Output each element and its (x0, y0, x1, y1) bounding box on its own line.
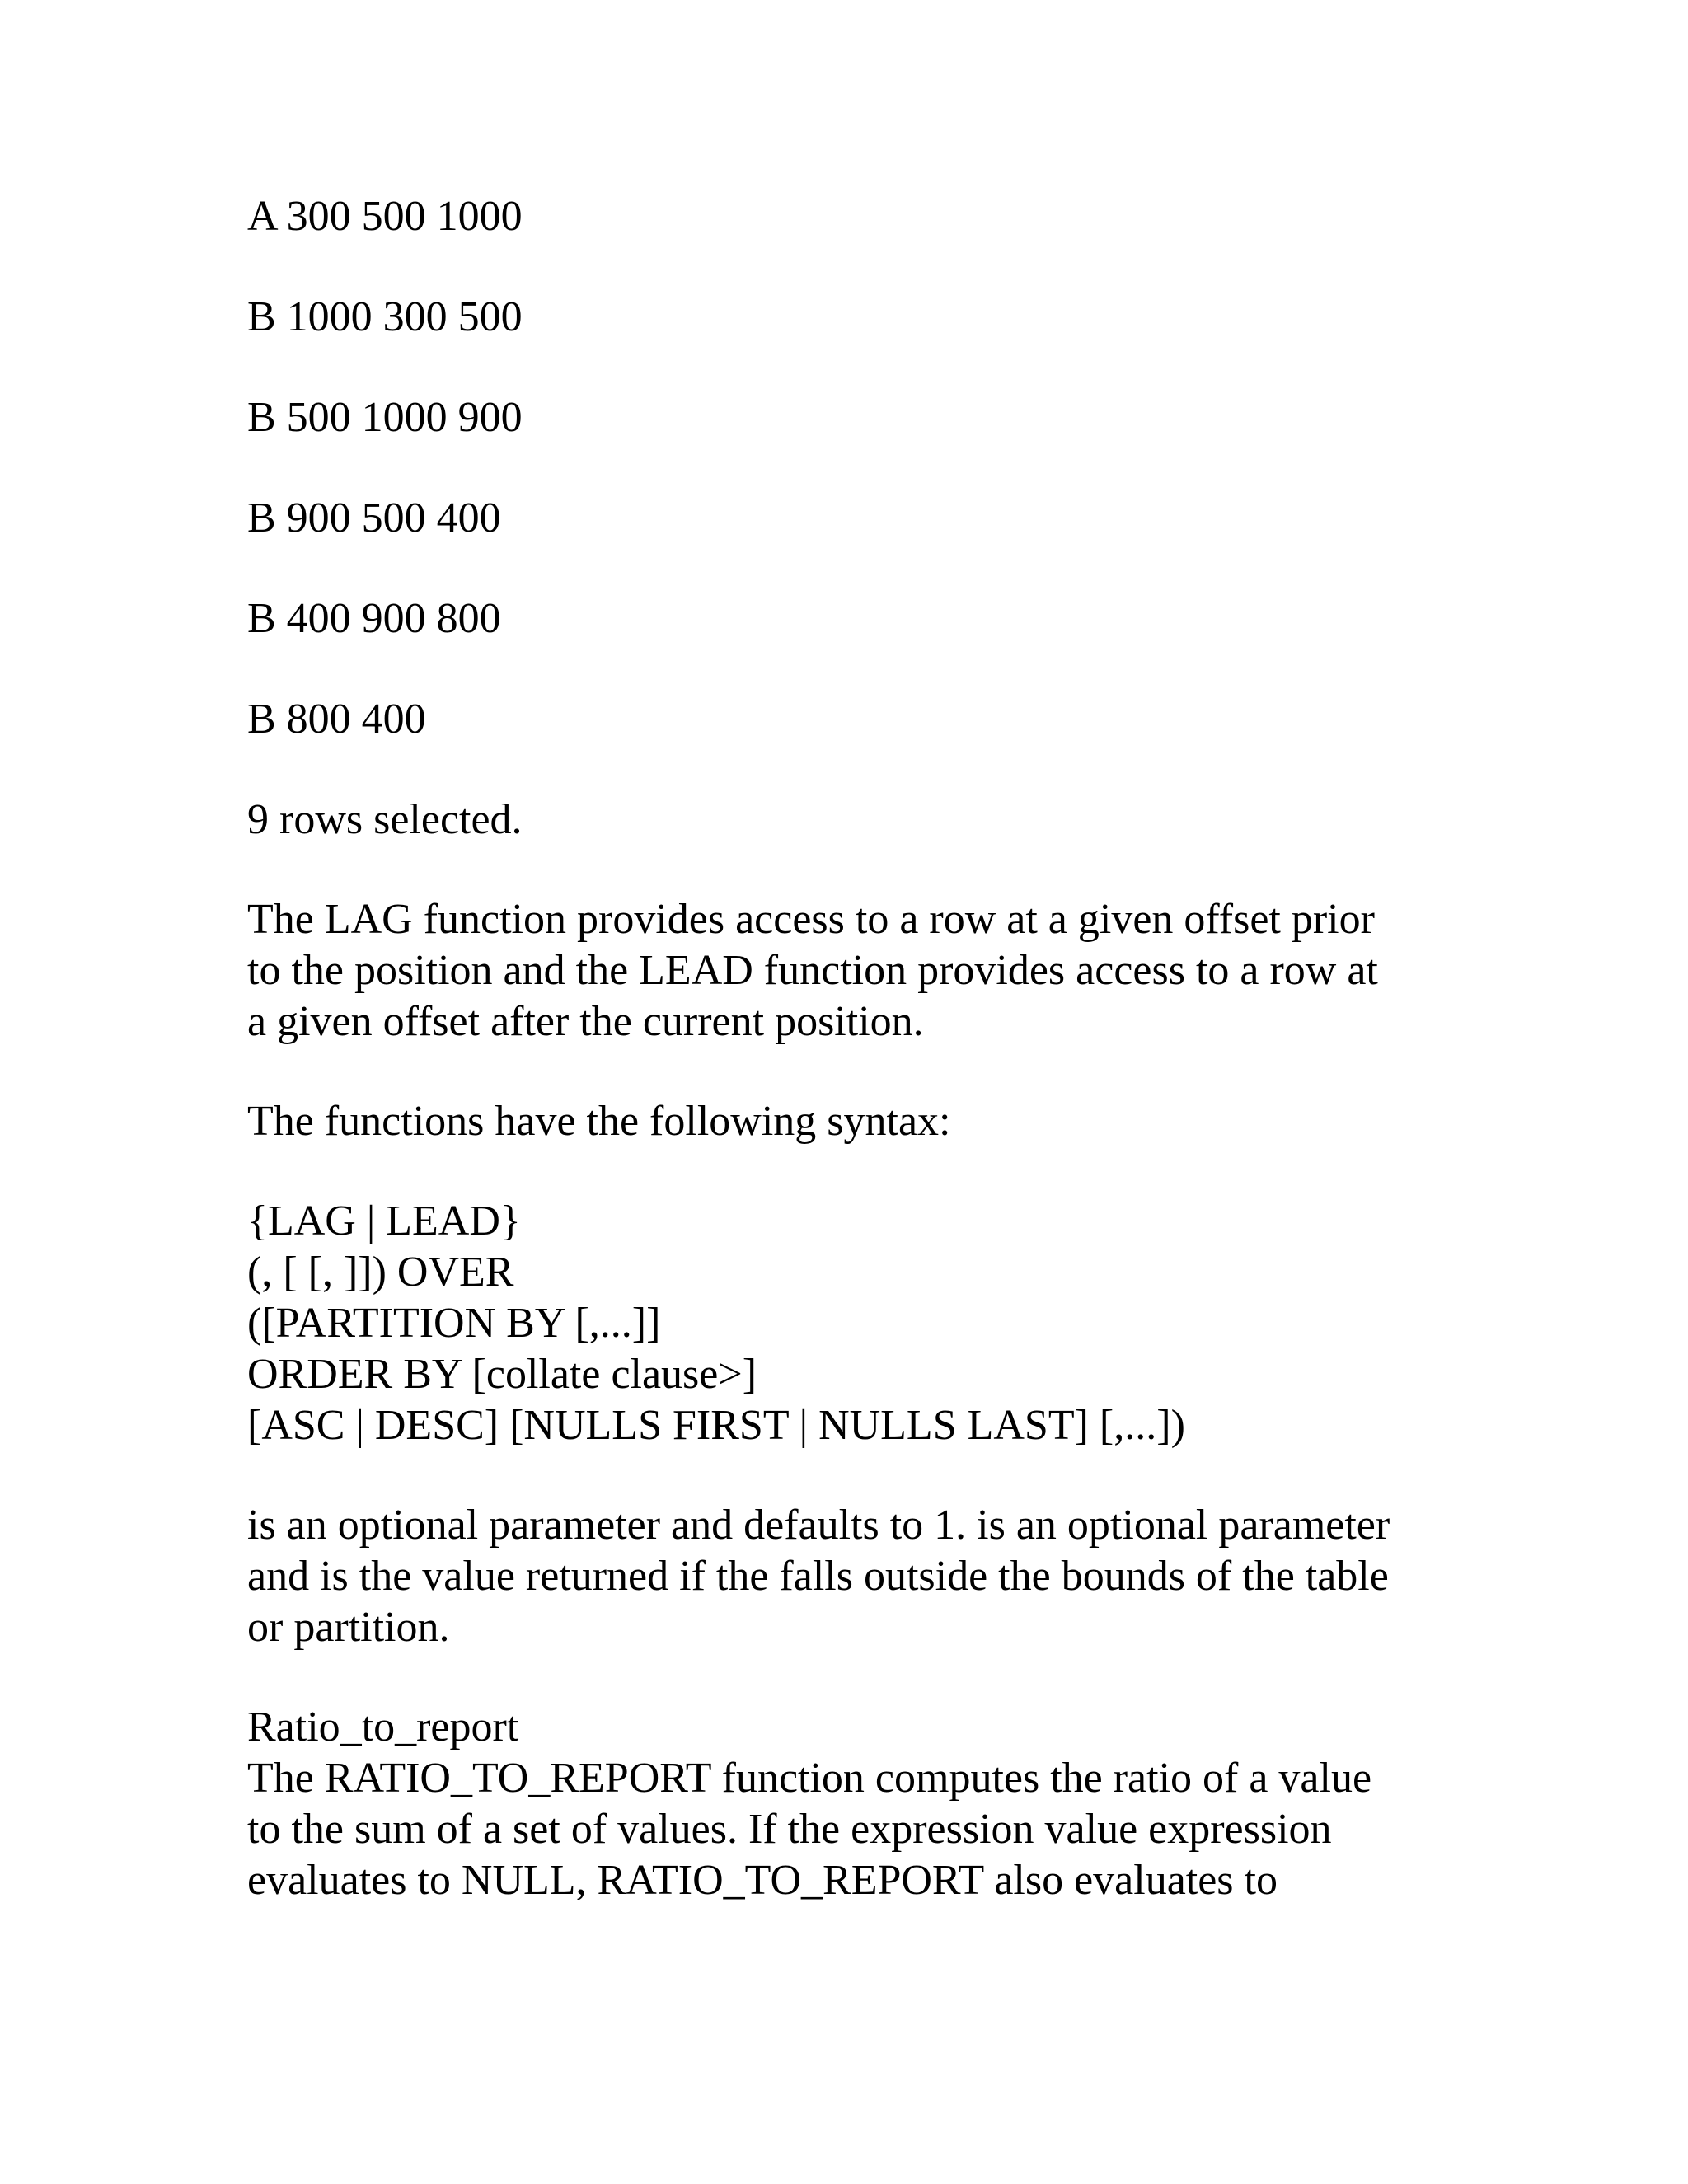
paragraph-line: to the position and the LEAD function provides access to a row at (247, 947, 1378, 994)
result-row: B 1000 300 500 (247, 293, 523, 340)
paragraph-line: evaluates to NULL, RATIO_TO_REPORT also evaluates to (247, 1857, 1278, 1904)
lag-lead-paragraph (247, 894, 1451, 1047)
page-content (247, 191, 1451, 1906)
result-rows (247, 191, 1451, 745)
section-heading: Ratio_to_report (247, 1704, 519, 1750)
syntax-block (247, 1196, 1451, 1451)
parameter-paragraph (247, 1500, 1451, 1653)
result-row: A 300 500 1000 (247, 193, 523, 240)
rows-selected-text: 9 rows selected. (247, 796, 523, 843)
paragraph-line: The RATIO_TO_REPORT function computes the ratio of a value (247, 1755, 1372, 1802)
result-row: B 800 400 (247, 696, 426, 743)
result-row: B 500 1000 900 (247, 394, 523, 441)
ratio-section (247, 1702, 1451, 1906)
syntax-line: (, [ [, ]]) OVER (247, 1249, 514, 1296)
paragraph-line: or partition. (247, 1604, 450, 1651)
syntax-line: ORDER BY [collate clause>] (247, 1351, 757, 1398)
paragraph-line: The LAG function provides access to a row at a given offset prior (247, 896, 1375, 943)
paragraph-line: to the sum of a set of values. If the expression value expression (247, 1806, 1332, 1853)
syntax-line: ([PARTITION BY [,...]] (247, 1300, 661, 1347)
paragraph-line: and is the value returned if the falls outside the bounds of the table (247, 1553, 1389, 1600)
paragraph-line: is an optional parameter and defaults to 1. is an optional parameter (247, 1502, 1390, 1549)
syntax-line: [ASC | DESC] [NULLS FIRST | NULLS LAST] [,...]) (247, 1402, 1185, 1449)
result-row: B 900 500 400 (247, 494, 501, 541)
result-row: B 400 900 800 (247, 595, 501, 642)
syntax-line: {LAG | LEAD} (247, 1197, 521, 1244)
syntax-intro: The functions have the following syntax: (247, 1098, 951, 1145)
paragraph-line: a given offset after the current position. (247, 998, 924, 1045)
